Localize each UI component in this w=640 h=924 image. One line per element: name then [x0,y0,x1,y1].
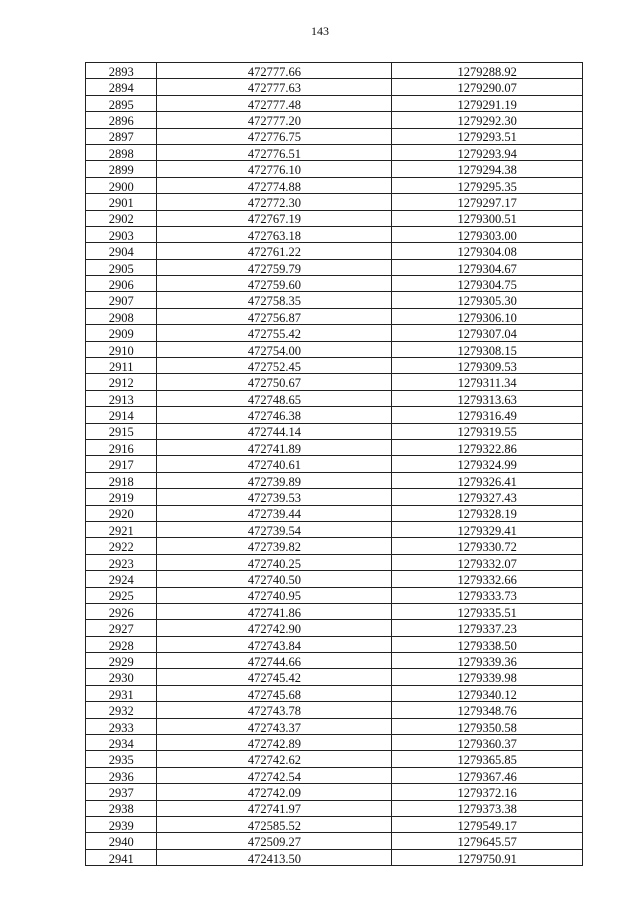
table-row [86,407,583,423]
y-coordinate-cell: 1279329.41 [392,521,583,537]
point-number-cell: 2932 [86,702,157,718]
x-coordinate-cell: 472744.66 [157,653,392,669]
table-row [86,177,583,193]
table-row [86,259,583,275]
y-coordinate-cell: 1279365.85 [392,751,583,767]
y-coordinate-cell: 1279348.76 [392,702,583,718]
x-coordinate-cell: 472752.45 [157,358,392,374]
point-number-cell: 2918 [86,472,157,488]
x-coordinate-cell: 472743.37 [157,718,392,734]
x-coordinate-cell: 472740.95 [157,587,392,603]
y-coordinate-cell: 1279332.66 [392,571,583,587]
point-number-cell: 2925 [86,587,157,603]
x-coordinate-cell: 472750.67 [157,374,392,390]
point-number-cell: 2930 [86,669,157,685]
x-coordinate-cell: 472741.97 [157,800,392,816]
x-coordinate-cell: 472509.27 [157,833,392,849]
y-coordinate-cell: 1279308.15 [392,341,583,357]
x-coordinate-cell: 472739.54 [157,521,392,537]
x-coordinate-cell: 472748.65 [157,390,392,406]
point-number-cell: 2926 [86,603,157,619]
point-number-cell: 2908 [86,308,157,324]
point-number-cell: 2913 [86,390,157,406]
x-coordinate-cell: 472759.79 [157,259,392,275]
point-number-cell: 2927 [86,620,157,636]
point-number-cell: 2909 [86,325,157,341]
table-row [86,341,583,357]
y-coordinate-cell: 1279300.51 [392,210,583,226]
table-row [86,325,583,341]
x-coordinate-cell: 472740.50 [157,571,392,587]
table-row [86,587,583,603]
y-coordinate-cell: 1279304.75 [392,276,583,292]
x-coordinate-cell: 472742.62 [157,751,392,767]
table-row [86,95,583,111]
point-number-cell: 2904 [86,243,157,259]
table-row [86,128,583,144]
x-coordinate-cell: 472759.60 [157,276,392,292]
table-row [86,620,583,636]
y-coordinate-cell: 1279328.19 [392,505,583,521]
table-row [86,358,583,374]
point-number-cell: 2928 [86,636,157,652]
x-coordinate-cell: 472758.35 [157,292,392,308]
point-number-cell: 2901 [86,194,157,210]
point-number-cell: 2905 [86,259,157,275]
table-row [86,423,583,439]
x-coordinate-cell: 472741.86 [157,603,392,619]
x-coordinate-cell: 472774.88 [157,177,392,193]
coordinates-table-body [86,63,583,866]
table-row [86,816,583,832]
table-row [86,308,583,324]
y-coordinate-cell: 1279327.43 [392,489,583,505]
y-coordinate-cell: 1279291.19 [392,95,583,111]
table-row [86,194,583,210]
y-coordinate-cell: 1279305.30 [392,292,583,308]
y-coordinate-cell: 1279294.38 [392,161,583,177]
y-coordinate-cell: 1279339.98 [392,669,583,685]
y-coordinate-cell: 1279360.37 [392,735,583,751]
table-row [86,571,583,587]
point-number-cell: 2922 [86,538,157,554]
x-coordinate-cell: 472739.44 [157,505,392,521]
point-number-cell: 2899 [86,161,157,177]
point-number-cell: 2912 [86,374,157,390]
point-number-cell: 2929 [86,653,157,669]
table-row [86,472,583,488]
table-row [86,276,583,292]
table-row [86,521,583,537]
y-coordinate-cell: 1279339.36 [392,653,583,669]
point-number-cell: 2902 [86,210,157,226]
y-coordinate-cell: 1279367.46 [392,767,583,783]
x-coordinate-cell: 472767.19 [157,210,392,226]
table-row [86,439,583,455]
x-coordinate-cell: 472745.42 [157,669,392,685]
table-row [86,210,583,226]
y-coordinate-cell: 1279322.86 [392,439,583,455]
point-number-cell: 2923 [86,554,157,570]
y-coordinate-cell: 1279337.23 [392,620,583,636]
y-coordinate-cell: 1279330.72 [392,538,583,554]
y-coordinate-cell: 1279307.04 [392,325,583,341]
point-number-cell: 2939 [86,816,157,832]
point-number-cell: 2896 [86,112,157,128]
point-number-cell: 2933 [86,718,157,734]
x-coordinate-cell: 472585.52 [157,816,392,832]
table-row [86,554,583,570]
x-coordinate-cell: 472776.51 [157,144,392,160]
table-row [86,226,583,242]
y-coordinate-cell: 1279303.00 [392,226,583,242]
point-number-cell: 2900 [86,177,157,193]
y-coordinate-cell: 1279295.35 [392,177,583,193]
table-row [86,161,583,177]
y-coordinate-cell: 1279313.63 [392,390,583,406]
table-row [86,112,583,128]
y-coordinate-cell: 1279549.17 [392,816,583,832]
y-coordinate-cell: 1279350.58 [392,718,583,734]
x-coordinate-cell: 472777.63 [157,79,392,95]
table-row [86,243,583,259]
table-row [86,538,583,554]
page-number: 143 [311,24,329,38]
point-number-cell: 2910 [86,341,157,357]
point-number-cell: 2935 [86,751,157,767]
x-coordinate-cell: 472763.18 [157,226,392,242]
point-number-cell: 2907 [86,292,157,308]
point-number-cell: 2903 [86,226,157,242]
point-number-cell: 2931 [86,685,157,701]
table-row [86,784,583,800]
point-number-cell: 2915 [86,423,157,439]
point-number-cell: 2924 [86,571,157,587]
coordinates-table [85,62,583,866]
table-row [86,849,583,865]
x-coordinate-cell: 472755.42 [157,325,392,341]
table-row [86,767,583,783]
y-coordinate-cell: 1279372.16 [392,784,583,800]
point-number-cell: 2937 [86,784,157,800]
x-coordinate-cell: 472745.68 [157,685,392,701]
x-coordinate-cell: 472739.89 [157,472,392,488]
table-row [86,456,583,472]
point-number-cell: 2895 [86,95,157,111]
point-number-cell: 2920 [86,505,157,521]
y-coordinate-cell: 1279297.17 [392,194,583,210]
table-row [86,751,583,767]
y-coordinate-cell: 1279306.10 [392,308,583,324]
point-number-cell: 2919 [86,489,157,505]
x-coordinate-cell: 472776.10 [157,161,392,177]
x-coordinate-cell: 472756.87 [157,308,392,324]
x-coordinate-cell: 472739.53 [157,489,392,505]
point-number-cell: 2938 [86,800,157,816]
x-coordinate-cell: 472743.84 [157,636,392,652]
point-number-cell: 2940 [86,833,157,849]
y-coordinate-cell: 1279309.53 [392,358,583,374]
table-row [86,800,583,816]
point-number-cell: 2897 [86,128,157,144]
x-coordinate-cell: 472742.09 [157,784,392,800]
y-coordinate-cell: 1279750.91 [392,849,583,865]
x-coordinate-cell: 472772.30 [157,194,392,210]
point-number-cell: 2934 [86,735,157,751]
x-coordinate-cell: 472777.48 [157,95,392,111]
y-coordinate-cell: 1279304.08 [392,243,583,259]
table-row [86,735,583,751]
x-coordinate-cell: 472754.00 [157,341,392,357]
x-coordinate-cell: 472740.61 [157,456,392,472]
x-coordinate-cell: 472742.90 [157,620,392,636]
point-number-cell: 2917 [86,456,157,472]
y-coordinate-cell: 1279293.94 [392,144,583,160]
y-coordinate-cell: 1279335.51 [392,603,583,619]
point-number-cell: 2921 [86,521,157,537]
table-row [86,702,583,718]
y-coordinate-cell: 1279288.92 [392,63,583,79]
table-row [86,636,583,652]
point-number-cell: 2936 [86,767,157,783]
y-coordinate-cell: 1279645.57 [392,833,583,849]
y-coordinate-cell: 1279326.41 [392,472,583,488]
table-row [86,63,583,79]
x-coordinate-cell: 472741.89 [157,439,392,455]
y-coordinate-cell: 1279332.07 [392,554,583,570]
table-row [86,669,583,685]
y-coordinate-cell: 1279311.34 [392,374,583,390]
y-coordinate-cell: 1279319.55 [392,423,583,439]
table-row [86,374,583,390]
table-row [86,292,583,308]
x-coordinate-cell: 472742.89 [157,735,392,751]
point-number-cell: 2941 [86,849,157,865]
y-coordinate-cell: 1279292.30 [392,112,583,128]
point-number-cell: 2911 [86,358,157,374]
y-coordinate-cell: 1279340.12 [392,685,583,701]
y-coordinate-cell: 1279293.51 [392,128,583,144]
y-coordinate-cell: 1279373.38 [392,800,583,816]
y-coordinate-cell: 1279316.49 [392,407,583,423]
x-coordinate-cell: 472744.14 [157,423,392,439]
y-coordinate-cell: 1279333.73 [392,587,583,603]
table-row [86,833,583,849]
x-coordinate-cell: 472777.66 [157,63,392,79]
point-number-cell: 2906 [86,276,157,292]
x-coordinate-cell: 472776.75 [157,128,392,144]
x-coordinate-cell: 472761.22 [157,243,392,259]
y-coordinate-cell: 1279304.67 [392,259,583,275]
table-row [86,685,583,701]
table-row [86,718,583,734]
point-number-cell: 2916 [86,439,157,455]
y-coordinate-cell: 1279290.07 [392,79,583,95]
point-number-cell: 2898 [86,144,157,160]
table-row [86,489,583,505]
x-coordinate-cell: 472742.54 [157,767,392,783]
table-row [86,390,583,406]
point-number-cell: 2894 [86,79,157,95]
point-number-cell: 2893 [86,63,157,79]
x-coordinate-cell: 472739.82 [157,538,392,554]
table-row [86,505,583,521]
table-row [86,653,583,669]
y-coordinate-cell: 1279324.99 [392,456,583,472]
x-coordinate-cell: 472746.38 [157,407,392,423]
y-coordinate-cell: 1279338.50 [392,636,583,652]
table-row [86,603,583,619]
table-row [86,144,583,160]
point-number-cell: 2914 [86,407,157,423]
x-coordinate-cell: 472743.78 [157,702,392,718]
x-coordinate-cell: 472740.25 [157,554,392,570]
table-row [86,79,583,95]
x-coordinate-cell: 472777.20 [157,112,392,128]
x-coordinate-cell: 472413.50 [157,849,392,865]
